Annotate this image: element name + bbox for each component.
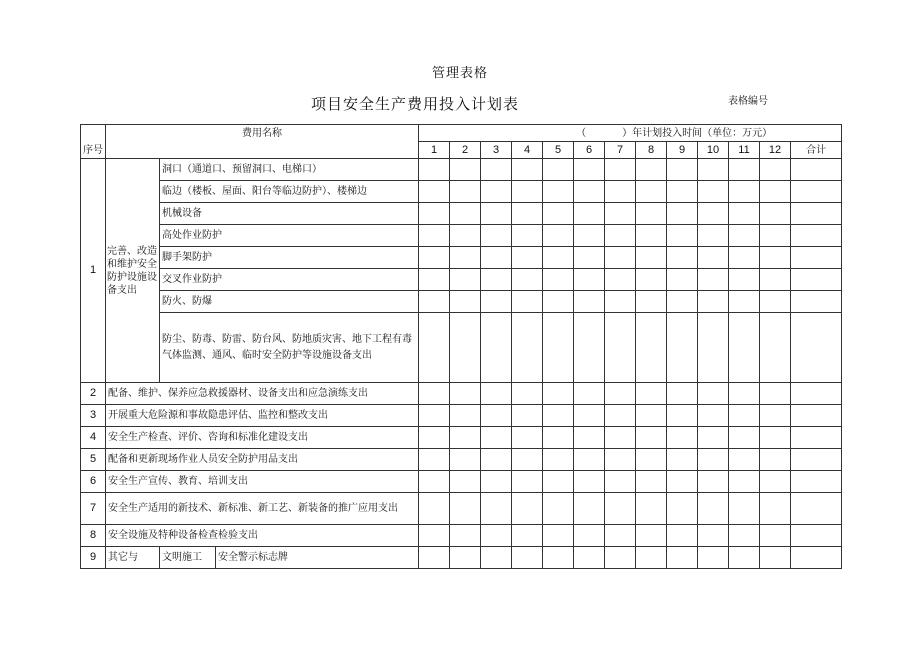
item-name: 配备和更新现场作业人员安全防护用品支出 bbox=[106, 449, 419, 471]
table-row bbox=[81, 547, 842, 569]
value-cell bbox=[605, 203, 636, 225]
table-row bbox=[81, 493, 842, 525]
value-cell bbox=[605, 383, 636, 405]
value-cell bbox=[543, 383, 574, 405]
value-cell bbox=[543, 547, 574, 569]
value-cell bbox=[481, 547, 512, 569]
value-cell bbox=[605, 493, 636, 525]
row-index: 6 bbox=[81, 471, 106, 493]
value-cell bbox=[512, 313, 543, 383]
value-cell bbox=[791, 449, 842, 471]
value-cell bbox=[760, 159, 791, 181]
item-name: 安全生产适用的新技术、新标准、新工艺、新装备的推广应用支出 bbox=[106, 493, 419, 525]
value-cell bbox=[450, 225, 481, 247]
row9-item: 安全警示标志牌 bbox=[216, 547, 419, 569]
value-cell bbox=[543, 203, 574, 225]
value-cell bbox=[574, 291, 605, 313]
value-cell bbox=[543, 313, 574, 383]
value-cell bbox=[419, 427, 450, 449]
row-index: 2 bbox=[81, 383, 106, 405]
value-cell bbox=[636, 493, 667, 525]
value-cell bbox=[419, 291, 450, 313]
sub-item-name: 防尘、防毒、防雷、防台风、防地质灾害、地下工程有毒气体监测、通风、临时安全防护等设施设备支出 bbox=[160, 313, 419, 383]
value-cell bbox=[543, 181, 574, 203]
value-cell bbox=[574, 159, 605, 181]
table-row bbox=[81, 291, 842, 313]
value-cell bbox=[729, 291, 760, 313]
value-cell bbox=[419, 159, 450, 181]
value-cell bbox=[729, 525, 760, 547]
value-cell bbox=[760, 547, 791, 569]
value-cell bbox=[481, 159, 512, 181]
value-cell bbox=[419, 547, 450, 569]
table-row bbox=[81, 383, 842, 405]
value-cell bbox=[605, 247, 636, 269]
value-cell bbox=[760, 203, 791, 225]
value-cell bbox=[419, 269, 450, 291]
value-cell bbox=[760, 449, 791, 471]
value-cell bbox=[636, 291, 667, 313]
value-cell bbox=[667, 493, 698, 525]
value-cell bbox=[512, 247, 543, 269]
value-cell bbox=[760, 181, 791, 203]
value-cell bbox=[729, 269, 760, 291]
value-cell bbox=[450, 313, 481, 383]
value-cell bbox=[419, 525, 450, 547]
value-cell bbox=[791, 203, 842, 225]
group-label: 完善、改造和维护安全防护设施设备支出 bbox=[106, 159, 160, 383]
table-row bbox=[81, 405, 842, 427]
value-cell bbox=[543, 225, 574, 247]
name-header: 费用名称 bbox=[106, 125, 419, 159]
value-cell bbox=[729, 493, 760, 525]
sub-item-name: 临边（楼板、屋面、阳台等临边防护）、楼梯边 bbox=[160, 181, 419, 203]
table-row bbox=[81, 269, 842, 291]
value-cell bbox=[729, 405, 760, 427]
value-cell bbox=[543, 427, 574, 449]
value-cell bbox=[605, 449, 636, 471]
value-cell bbox=[667, 383, 698, 405]
sub-item-name: 洞口（通道口、预留洞口、电梯口） bbox=[160, 159, 419, 181]
value-cell bbox=[698, 247, 729, 269]
value-cell bbox=[512, 181, 543, 203]
item-name: 开展重大危险源和事故隐患评估、监控和整改支出 bbox=[106, 405, 419, 427]
document-header: 管理表格 bbox=[431, 66, 488, 81]
table-row bbox=[81, 203, 842, 225]
value-cell bbox=[636, 427, 667, 449]
value-cell bbox=[698, 225, 729, 247]
value-cell bbox=[729, 427, 760, 449]
table-row bbox=[81, 427, 842, 449]
value-cell bbox=[667, 405, 698, 427]
value-cell bbox=[512, 159, 543, 181]
value-cell bbox=[698, 493, 729, 525]
value-cell bbox=[605, 427, 636, 449]
value-cell bbox=[450, 547, 481, 569]
value-cell bbox=[760, 269, 791, 291]
row-index: 5 bbox=[81, 449, 106, 471]
month-header: 9 bbox=[667, 142, 698, 159]
value-cell bbox=[574, 405, 605, 427]
value-cell bbox=[543, 449, 574, 471]
value-cell bbox=[791, 547, 842, 569]
value-cell bbox=[667, 225, 698, 247]
value-cell bbox=[791, 493, 842, 525]
value-cell bbox=[419, 405, 450, 427]
value-cell bbox=[450, 427, 481, 449]
value-cell bbox=[760, 313, 791, 383]
value-cell bbox=[698, 291, 729, 313]
value-cell bbox=[698, 405, 729, 427]
expense-plan-table bbox=[80, 124, 842, 569]
period-open-paren: （ bbox=[576, 127, 587, 139]
value-cell bbox=[419, 449, 450, 471]
value-cell bbox=[481, 449, 512, 471]
value-cell bbox=[791, 383, 842, 405]
value-cell bbox=[791, 471, 842, 493]
value-cell bbox=[667, 181, 698, 203]
value-cell bbox=[667, 269, 698, 291]
sub-item-name: 脚手架防护 bbox=[160, 247, 419, 269]
period-header-text: ）年计划投入时间（单位：万元） bbox=[622, 127, 773, 139]
value-cell bbox=[481, 427, 512, 449]
value-cell bbox=[760, 247, 791, 269]
table-row bbox=[81, 247, 842, 269]
value-cell bbox=[512, 525, 543, 547]
value-cell bbox=[636, 159, 667, 181]
value-cell bbox=[450, 405, 481, 427]
value-cell bbox=[481, 405, 512, 427]
table-row bbox=[81, 525, 842, 547]
value-cell bbox=[729, 471, 760, 493]
value-cell bbox=[605, 159, 636, 181]
value-cell bbox=[698, 313, 729, 383]
value-cell bbox=[760, 405, 791, 427]
month-header: 2 bbox=[450, 142, 481, 159]
value-cell bbox=[450, 269, 481, 291]
row-index: 8 bbox=[81, 525, 106, 547]
value-cell bbox=[450, 525, 481, 547]
value-cell bbox=[760, 471, 791, 493]
value-cell bbox=[636, 547, 667, 569]
month-header: 12 bbox=[760, 142, 791, 159]
value-cell bbox=[481, 383, 512, 405]
month-header: 7 bbox=[605, 142, 636, 159]
value-cell bbox=[698, 203, 729, 225]
value-cell bbox=[512, 449, 543, 471]
value-cell bbox=[791, 291, 842, 313]
value-cell bbox=[605, 313, 636, 383]
value-cell bbox=[512, 427, 543, 449]
value-cell bbox=[760, 427, 791, 449]
value-cell bbox=[419, 383, 450, 405]
value-cell bbox=[636, 525, 667, 547]
value-cell bbox=[636, 181, 667, 203]
value-cell bbox=[667, 203, 698, 225]
value-cell bbox=[760, 291, 791, 313]
value-cell bbox=[481, 225, 512, 247]
value-cell bbox=[729, 225, 760, 247]
value-cell bbox=[605, 405, 636, 427]
value-cell bbox=[574, 449, 605, 471]
value-cell bbox=[636, 313, 667, 383]
row-index: 9 bbox=[81, 547, 106, 569]
value-cell bbox=[481, 269, 512, 291]
value-cell bbox=[791, 225, 842, 247]
value-cell bbox=[698, 525, 729, 547]
value-cell bbox=[481, 181, 512, 203]
value-cell bbox=[543, 405, 574, 427]
value-cell bbox=[574, 547, 605, 569]
table-row bbox=[81, 225, 842, 247]
value-cell bbox=[450, 247, 481, 269]
value-cell bbox=[605, 547, 636, 569]
value-cell bbox=[419, 203, 450, 225]
value-cell bbox=[698, 449, 729, 471]
value-cell bbox=[450, 203, 481, 225]
value-cell bbox=[791, 427, 842, 449]
value-cell bbox=[574, 181, 605, 203]
table-row bbox=[81, 181, 842, 203]
value-cell bbox=[481, 525, 512, 547]
value-cell bbox=[667, 291, 698, 313]
value-cell bbox=[419, 225, 450, 247]
value-cell bbox=[760, 493, 791, 525]
sub-item-name: 交叉作业防护 bbox=[160, 269, 419, 291]
form-code-label: 表格编号 bbox=[728, 96, 768, 107]
value-cell bbox=[512, 291, 543, 313]
month-header: 4 bbox=[512, 142, 543, 159]
value-cell bbox=[512, 383, 543, 405]
sub-item-name: 防火、防爆 bbox=[160, 291, 419, 313]
value-cell bbox=[729, 181, 760, 203]
value-cell bbox=[512, 225, 543, 247]
value-cell bbox=[698, 547, 729, 569]
value-cell bbox=[760, 225, 791, 247]
value-cell bbox=[481, 493, 512, 525]
value-cell bbox=[667, 247, 698, 269]
value-cell bbox=[791, 181, 842, 203]
sub-item-name: 高处作业防护 bbox=[160, 225, 419, 247]
value-cell bbox=[574, 225, 605, 247]
value-cell bbox=[450, 181, 481, 203]
seq-header: 序号 bbox=[81, 125, 106, 159]
row9-subcategory: 文明施工 bbox=[160, 547, 216, 569]
value-cell bbox=[636, 405, 667, 427]
value-cell bbox=[419, 181, 450, 203]
row-index: 4 bbox=[81, 427, 106, 449]
value-cell bbox=[419, 247, 450, 269]
month-header: 6 bbox=[574, 142, 605, 159]
value-cell bbox=[481, 313, 512, 383]
value-cell bbox=[667, 547, 698, 569]
month-header: 5 bbox=[543, 142, 574, 159]
item-name: 配备、维护、保养应急救援器材、设备支出和应急演练支出 bbox=[106, 383, 419, 405]
value-cell bbox=[636, 383, 667, 405]
value-cell bbox=[667, 159, 698, 181]
value-cell bbox=[450, 383, 481, 405]
value-cell bbox=[574, 427, 605, 449]
value-cell bbox=[698, 383, 729, 405]
value-cell bbox=[574, 313, 605, 383]
item-name: 安全设施及特种设备检查检验支出 bbox=[106, 525, 419, 547]
value-cell bbox=[543, 159, 574, 181]
value-cell bbox=[729, 203, 760, 225]
value-cell bbox=[574, 383, 605, 405]
value-cell bbox=[698, 159, 729, 181]
value-cell bbox=[543, 291, 574, 313]
value-cell bbox=[574, 471, 605, 493]
value-cell bbox=[791, 313, 842, 383]
value-cell bbox=[512, 547, 543, 569]
month-header: 3 bbox=[481, 142, 512, 159]
value-cell bbox=[512, 269, 543, 291]
month-header: 11 bbox=[729, 142, 760, 159]
value-cell bbox=[729, 449, 760, 471]
value-cell bbox=[419, 313, 450, 383]
table-row bbox=[81, 471, 842, 493]
value-cell bbox=[667, 471, 698, 493]
row-index: 7 bbox=[81, 493, 106, 525]
value-cell bbox=[605, 525, 636, 547]
value-cell bbox=[729, 383, 760, 405]
value-cell bbox=[574, 247, 605, 269]
table-row bbox=[81, 449, 842, 471]
value-cell bbox=[574, 203, 605, 225]
sub-item-name: 机械设备 bbox=[160, 203, 419, 225]
period-header bbox=[419, 125, 842, 142]
value-cell bbox=[791, 247, 842, 269]
value-cell bbox=[512, 405, 543, 427]
value-cell bbox=[419, 493, 450, 525]
value-cell bbox=[605, 471, 636, 493]
value-cell bbox=[698, 471, 729, 493]
value-cell bbox=[481, 203, 512, 225]
value-cell bbox=[791, 159, 842, 181]
row9-category: 其它与 bbox=[106, 547, 160, 569]
value-cell bbox=[791, 405, 842, 427]
value-cell bbox=[605, 181, 636, 203]
value-cell bbox=[543, 269, 574, 291]
value-cell bbox=[512, 471, 543, 493]
value-cell bbox=[574, 269, 605, 291]
item-name: 安全生产检查、评价、咨询和标准化建设支出 bbox=[106, 427, 419, 449]
value-cell bbox=[667, 427, 698, 449]
month-header: 8 bbox=[636, 142, 667, 159]
table-row bbox=[81, 159, 842, 181]
value-cell bbox=[450, 291, 481, 313]
value-cell bbox=[729, 547, 760, 569]
value-cell bbox=[450, 471, 481, 493]
value-cell bbox=[636, 225, 667, 247]
value-cell bbox=[450, 449, 481, 471]
value-cell bbox=[636, 203, 667, 225]
value-cell bbox=[791, 525, 842, 547]
value-cell bbox=[698, 427, 729, 449]
value-cell bbox=[729, 159, 760, 181]
value-cell bbox=[574, 525, 605, 547]
value-cell bbox=[605, 269, 636, 291]
item-name: 安全生产宣传、教育、培训支出 bbox=[106, 471, 419, 493]
value-cell bbox=[636, 247, 667, 269]
value-cell bbox=[760, 383, 791, 405]
value-cell bbox=[729, 313, 760, 383]
value-cell bbox=[450, 159, 481, 181]
value-cell bbox=[605, 225, 636, 247]
value-cell bbox=[760, 525, 791, 547]
value-cell bbox=[698, 269, 729, 291]
value-cell bbox=[481, 291, 512, 313]
value-cell bbox=[574, 493, 605, 525]
value-cell bbox=[543, 471, 574, 493]
row-index: 1 bbox=[81, 159, 106, 383]
month-header: 1 bbox=[419, 142, 450, 159]
value-cell bbox=[512, 493, 543, 525]
value-cell bbox=[667, 313, 698, 383]
value-cell bbox=[636, 269, 667, 291]
value-cell bbox=[512, 203, 543, 225]
value-cell bbox=[450, 493, 481, 525]
value-cell bbox=[667, 449, 698, 471]
value-cell bbox=[481, 247, 512, 269]
header-row-1 bbox=[81, 125, 842, 142]
value-cell bbox=[636, 471, 667, 493]
value-cell bbox=[698, 181, 729, 203]
value-cell bbox=[543, 247, 574, 269]
month-header: 10 bbox=[698, 142, 729, 159]
document-title: 项目安全生产费用投入计划表 bbox=[310, 95, 519, 113]
table-row bbox=[81, 313, 842, 383]
row-index: 3 bbox=[81, 405, 106, 427]
value-cell bbox=[729, 247, 760, 269]
value-cell bbox=[636, 449, 667, 471]
value-cell bbox=[791, 269, 842, 291]
value-cell bbox=[543, 525, 574, 547]
value-cell bbox=[419, 471, 450, 493]
value-cell bbox=[605, 291, 636, 313]
value-cell bbox=[481, 471, 512, 493]
value-cell bbox=[543, 493, 574, 525]
value-cell bbox=[667, 525, 698, 547]
total-header: 合计 bbox=[791, 142, 842, 159]
